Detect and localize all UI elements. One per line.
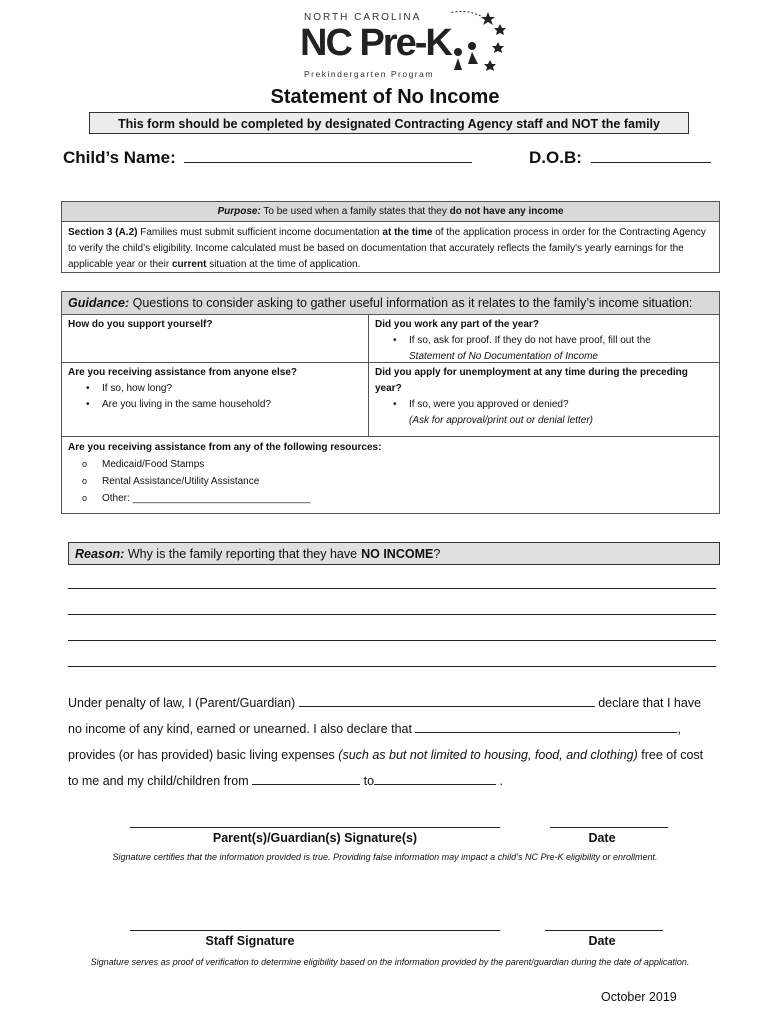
footer-date: October 2019 [601,990,677,1004]
q3-bullet-1: • If so, how long? [102,381,362,397]
from-date-line[interactable] [252,770,360,785]
guidance-header [62,292,719,315]
decl-p3i: (such as but not limited to housing, food, and clothing) [338,748,638,762]
decl-p4a: to me and my child/children from [68,774,249,788]
logo-brand: NC Pre-K [300,22,451,64]
decl-p4c: . [499,774,504,788]
section-text-2: of the application process in order for the Contracting Agency to verify the child’s eligibility. Income calculated must be based on documentation that accurately reflects the family's yearly earnings for the applicable year or their [68,227,706,270]
section-bold-1: at the time [382,227,433,238]
decl-p2b: , [677,722,681,736]
decl-p4b: to [363,774,375,788]
guidance-label: Guidance: [68,296,130,310]
declaration-line-3 [68,742,718,768]
section-label: Section 3 (A.2) [68,227,138,238]
question-assistance [62,363,368,437]
logo-tagline: Prekindergarten Program [304,69,434,79]
question-unemployment [368,363,719,437]
staff-signature-line[interactable] [130,930,500,931]
staff-date-line[interactable] [545,930,663,931]
q1-text: How do you support yourself? [68,319,213,330]
parent-signature-label: Parent(s)/Guardian(s) Signature(s) [212,831,418,845]
q2-text: Did you work any part of the year? [375,319,539,330]
declaration-line-1 [68,690,718,716]
purpose-header [62,202,719,222]
resource-item: o Rental Assistance/Utility Assistance [102,473,713,490]
child-name-line[interactable] [184,148,472,163]
staff-signature-note: Signature serves as proof of verification to determine eligibility based on the information provided by the parent/guardian during the date of application. [90,957,690,967]
section-text-1: Families must submit sufficient income documentation [140,227,380,238]
q2-bullet: • If so, ask for proof. If they do not have proof, fill out the Statement of No Documentation of Income [409,333,713,365]
q3-text: Are you receiving assistance from anyone else? [68,367,297,378]
purpose-bold: do not have any income [449,206,564,217]
reason-line[interactable] [68,666,716,667]
reason-line[interactable] [68,640,716,641]
q4-text: Did you apply for unemployment at any time during the preceding year? [375,367,688,394]
logo-state-text: NORTH CAROLINA [304,12,422,23]
logo-stars-icon [450,8,510,78]
question-resources [62,437,719,509]
reason-label: Reason: [75,547,125,561]
parent-signature-note: Signature certifies that the information provided is true. Providing false information may impact a child’s NC Pre-K eligibility or enrollment. [112,852,658,862]
guidance-box [61,291,720,514]
staff-signature-label: Staff Signature [205,934,295,948]
purpose-label: Purpose: [217,206,261,217]
provider-name-line[interactable] [415,718,677,733]
reason-header [68,542,720,565]
child-name-field[interactable] [63,148,472,168]
parent-date-line[interactable] [550,827,668,828]
declaration-line-4 [68,768,718,794]
reason-line[interactable] [68,588,716,589]
page-title: Statement of No Income [270,86,500,108]
question-support [62,315,368,363]
section-text-3: situation at the time of application. [209,259,361,270]
child-name-label: Child’s Name: [63,148,176,167]
staff-notice: This form should be completed by designated Contracting Agency staff and NOT the family [89,112,689,134]
to-date-line[interactable] [374,770,496,785]
resource-item: o Other: ________________________________ [102,490,713,507]
q4-note: (Ask for approval/print out or denial letter) [409,415,593,426]
decl-p1a: Under penalty of law, I (Parent/Guardian) [68,696,296,710]
staff-date-label: Date [588,934,616,948]
section-bold-2: current [171,259,207,270]
reason-line[interactable] [68,614,716,615]
parent-signature-line[interactable] [130,827,500,828]
parent-name-line[interactable] [299,692,595,707]
nc-prek-logo [300,8,510,86]
guidance-text: Questions to consider asking to gather useful information as it relates to the family’s income situation: [132,296,693,310]
declaration-line-2 [68,716,718,742]
q5-text: Are you receiving assistance from any of the following resources: [68,442,382,453]
reason-bold: NO INCOME [361,547,434,561]
purpose-box [61,201,720,273]
decl-p3b: free of cost [641,748,704,762]
dob-field[interactable] [529,148,711,168]
purpose-text: To be used when a family states that they [263,206,447,217]
reason-text: Why is the family reporting that they have [127,547,358,561]
decl-p2a: no income of any kind, earned or unearned. I also declare that [68,722,412,736]
dob-label: D.O.B: [529,148,582,167]
resource-item: o Medicaid/Food Stamps [102,456,713,473]
decl-p3a: provides (or has provided) basic living expenses [68,748,335,762]
decl-p1b: declare that I have [598,696,702,710]
reason-end: ? [433,547,441,561]
dob-line[interactable] [591,148,711,163]
q2-doc: Statement of No Documentation of Income [409,351,598,362]
section-requirement [62,222,719,276]
q4-bullet: • If so, were you approved or denied? (Ask for approval/print out or denial letter) [409,397,713,429]
parent-date-label: Date [588,831,616,845]
question-work [368,315,719,363]
q3-bullet-2: • Are you living in the same household? [102,397,362,413]
